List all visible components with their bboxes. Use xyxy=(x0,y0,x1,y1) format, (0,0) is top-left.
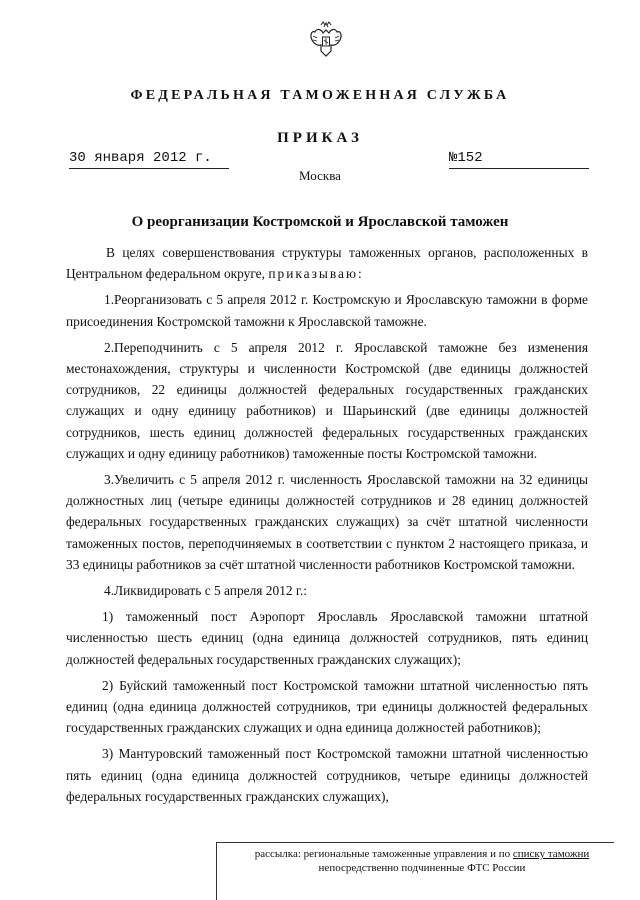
distribution-line-2: непосредственно подчиненные ФТС России xyxy=(318,862,526,874)
document-body xyxy=(66,242,588,807)
subparagraph-4-3: 3) Мантуровский таможенный пост Костромской таможни штатной численностью пять единиц (одна единица должностей сотрудников, четыре единицы должностей федеральных государственных гражданских служащих), xyxy=(66,746,588,804)
issue-city: Москва xyxy=(299,168,341,183)
distribution-prefix: рассылка: региональные таможенные управления и по xyxy=(254,848,511,860)
paragraph-3: 3.Увеличить с 5 апреля 2012 г. численность Ярославской таможни на 32 единицы должностных лиц (четыре единицы должностей сотрудников и 28 единиц должностей федеральных государственных гражданских служащих) за счёт штатной численности таможенных постов, переподчиняемых в соответствии с пунктом 2 настоящего приказа, и 33 единицы работников за счёт штатной численности работников Костромской таможни. xyxy=(66,472,588,572)
subparagraph-4-2: 2) Буйский таможенный пост Костромской таможни штатной численностью пять единиц (одна единица должностей сотрудников, три единицы должностей федеральных государственных гражданских служащих и одна единица должностей работников); xyxy=(66,677,588,736)
preamble-paragraph xyxy=(66,242,588,284)
paragraph-4: 4.Ликвидировать с 5 апреля 2012 г.: xyxy=(104,583,307,599)
distribution-line-1 xyxy=(222,847,622,861)
order-date: 30 января 2012 г. xyxy=(69,150,212,166)
order-verb: приказываю: xyxy=(268,266,364,282)
subparagraph-4-1: 1) таможенный пост Аэропорт Ярославль Ярославской таможни штатной численностью шесть единиц (одна единица должностей сотрудников, пять единиц должностей федеральных государственных гражданских служащих); xyxy=(66,609,588,667)
footer-divider xyxy=(216,842,614,843)
document-type: ПРИКАЗ xyxy=(277,130,363,146)
footer-margin-line xyxy=(216,842,217,900)
order-number: №152 xyxy=(449,150,483,166)
paragraph-1: 1.Реорганизовать с 5 апреля 2012 г. Костромскую и Ярославскую таможни в форме присоединения Костромской таможни к Ярославской таможне. xyxy=(66,292,588,329)
agency-name: ФЕДЕРАЛЬНАЯ ТАМОЖЕННАЯ СЛУЖБА xyxy=(130,88,510,103)
distribution-link: списку таможни xyxy=(512,848,590,860)
coat-of-arms-icon xyxy=(309,20,343,60)
distribution-note xyxy=(222,847,622,875)
document-title: О реорганизации Костромской и Ярославской таможен xyxy=(131,214,509,230)
preamble-text: В целях совершенствования структуры таможенных органов, расположенных в Центральном федеральном округе, xyxy=(66,245,588,282)
paragraph-2: 2.Переподчинить с 5 апреля 2012 г. Ярославской таможне без изменения местонахождения, структуры и численности Костромской (две единицы должностей сотрудников, 22 единицы должностей федеральных государственных гражданских служащих и одну единицу работников) и Шарьинский (две единицы должностей сотрудников, шесть единиц должностей федеральных государственных гражданских служащих и одну единицу работников) таможенные посты Костромской таможни. xyxy=(66,339,588,461)
